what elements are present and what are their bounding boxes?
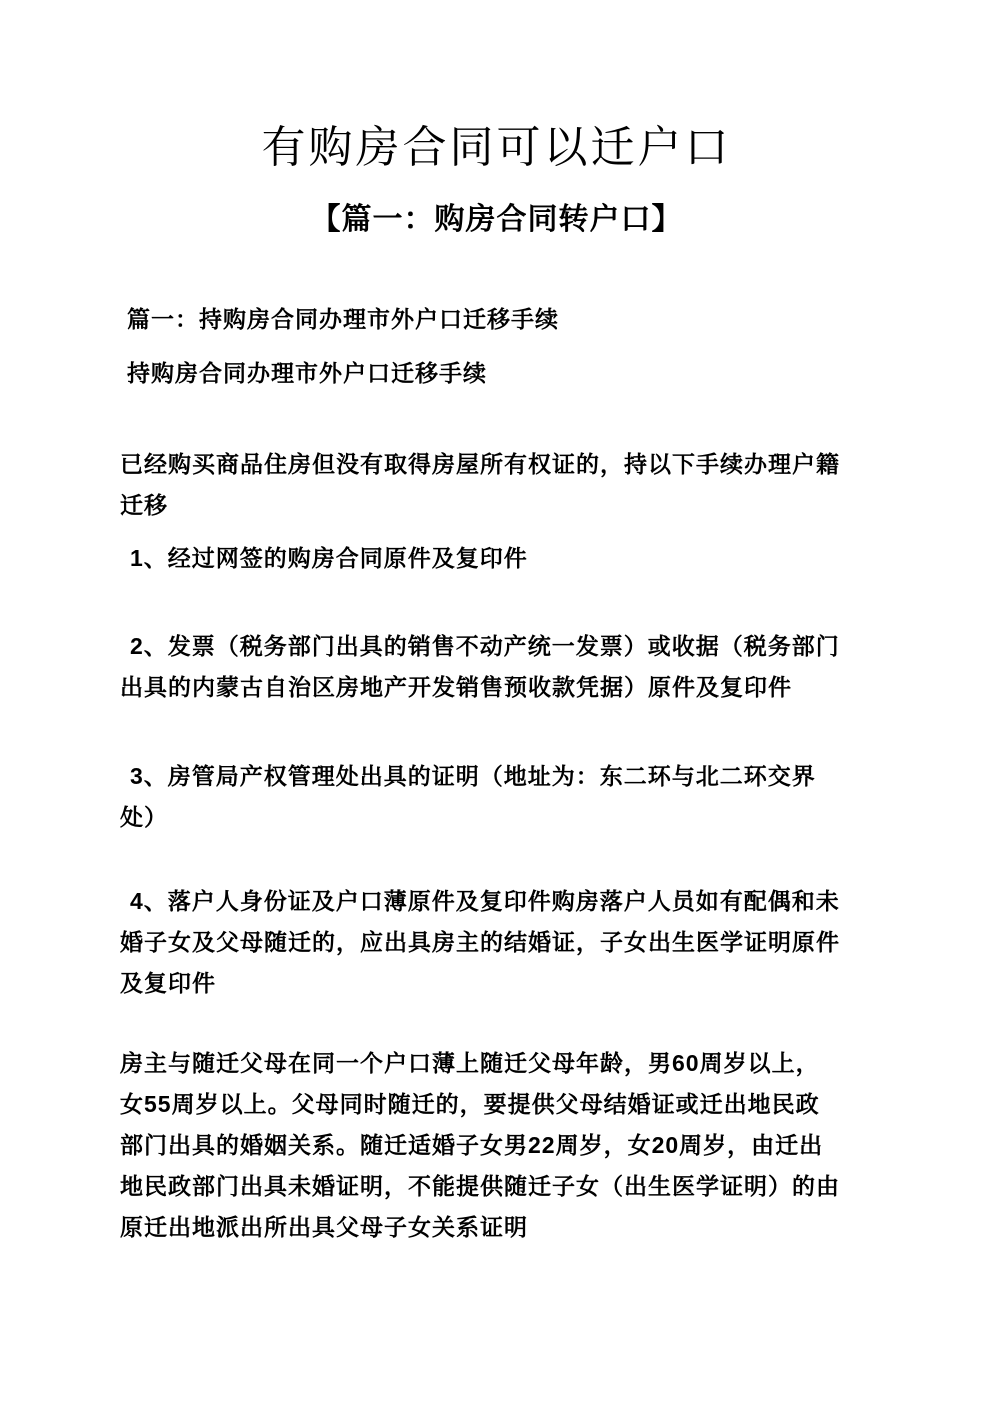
section-heading: 篇一：持购房合同办理市外户口迁移手续: [127, 306, 559, 332]
list-item-1: 1、经过网签的购房合同原件及复印件: [130, 545, 528, 571]
list-item-4: 4、落户人身份证及户口薄原件及复印件购房落户人员如有配偶和未婚子女及父母随迁的，应出具房主的结婚证，子女出生医学证明原件及复印件: [120, 888, 840, 996]
list-item-3: 3、房管局产权管理处出具的证明（地址为：东二环与北二环交界处）: [120, 763, 816, 830]
intro-paragraph: 已经购买商品住房但没有取得房屋所有权证的，持以下手续办理户籍迁移: [120, 451, 840, 518]
document-title: 有购房合同可以迁户口: [261, 123, 732, 172]
list-item-2: 2、发票（税务部门出具的销售不动产统一发票）或收据（税务部门出具的内蒙古自治区房地产开发销售预收款凭据）原件及复印件: [120, 633, 840, 700]
closing-paragraph: 房主与随迁父母在同一个户口薄上随迁父母年龄，男60周岁以上，女55周岁以上。父母同时随迁的，要提供父母结婚证或迁出地民政部门出具的婚姻关系。随迁适婚子女男22周岁，女20周岁，由迁出地民政部门出具未婚证明，不能提供随迁子女（出生医学证明）的由原迁出地派出所出具父母子女关系证明: [120, 1050, 840, 1240]
document-body: [120, 299, 843, 1248]
document-subtitle: 【篇一：购房合同转户口】: [310, 203, 683, 236]
section-subheading: 持购房合同办理市外户口迁移手续: [127, 360, 487, 386]
